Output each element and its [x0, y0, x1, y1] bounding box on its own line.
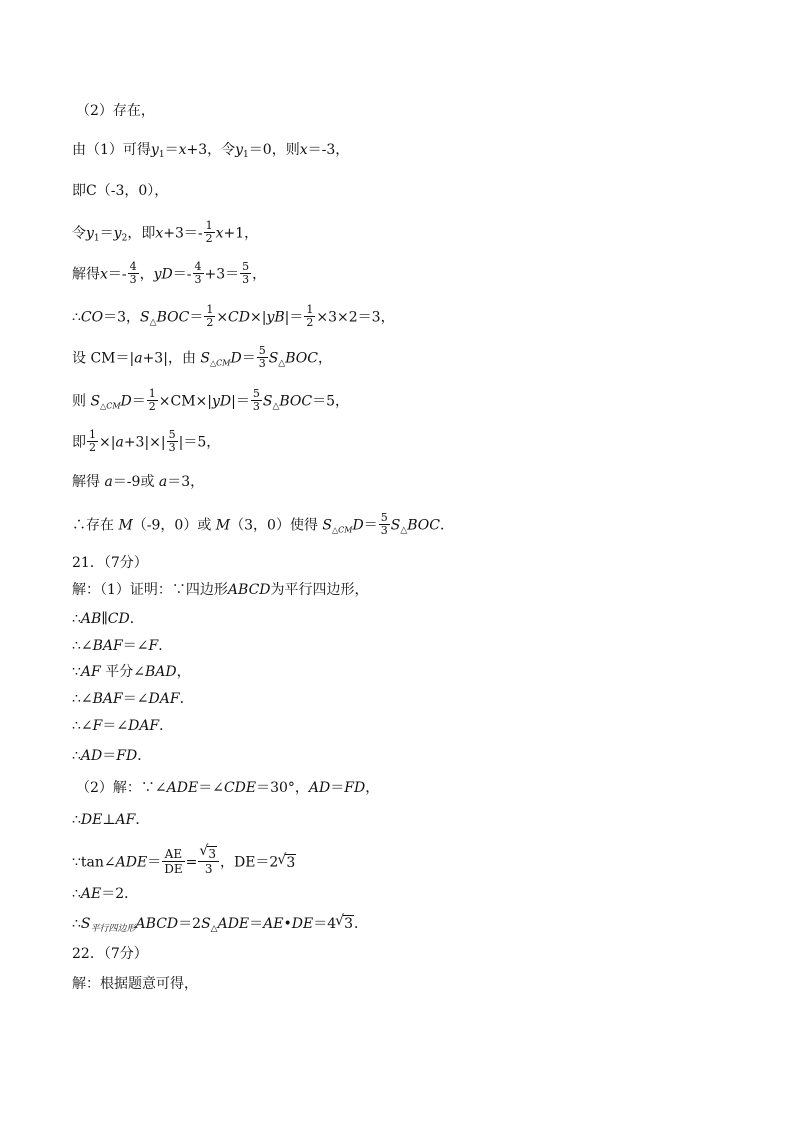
sub: △ [149, 317, 157, 328]
text: ． [129, 611, 144, 627]
var: BAF [92, 691, 123, 707]
q21-step [72, 636, 172, 656]
var: S [90, 393, 101, 410]
text: ， [365, 780, 380, 796]
var: D [120, 393, 132, 410]
var: ADE [115, 854, 148, 871]
fraction: $\frac{1}{2}$ [89, 428, 96, 454]
text: ＝ [225, 266, 240, 283]
text: ． [159, 718, 174, 734]
var: y [86, 225, 94, 242]
text: 令 [221, 142, 236, 158]
fraction: $\frac{5}{3}$ [258, 344, 266, 370]
text: ＝ [102, 748, 117, 764]
solution-line-equate: 令$y_1=y_2$，即x+3＝- $\frac{1}{2}$ x+1， [72, 219, 259, 245]
text: ∴ [72, 916, 81, 932]
var: CDE [223, 780, 257, 796]
var: AE [80, 886, 102, 902]
var: x [215, 225, 224, 242]
text: ． [179, 691, 194, 707]
var: S [390, 517, 401, 534]
sub: △ [272, 401, 280, 412]
text: ． [135, 812, 150, 828]
text: ＝ [164, 142, 179, 158]
text: 解得 [72, 266, 100, 283]
var: S [80, 916, 91, 932]
text: （2）存在， [76, 103, 155, 119]
solution-line-intercept: 由（1）可得$y_1=x+3$，令$y_1=0$，则x＝-3， [72, 142, 350, 160]
text: ＝4 [313, 916, 337, 932]
text: 使得 [289, 517, 318, 534]
text: ＝ [189, 309, 204, 326]
sub: 2 [121, 233, 128, 244]
var: S [201, 916, 211, 932]
text: 即 [141, 225, 156, 242]
text: ＝ [235, 393, 250, 410]
var: BOC [156, 309, 190, 326]
var: x [155, 225, 164, 242]
var: yD [211, 393, 232, 410]
fraction: $\frac{5}{3}$ [242, 260, 250, 286]
text: ＝30°， [256, 780, 309, 796]
text: ＝ [103, 309, 118, 326]
var: BAF [92, 638, 123, 654]
fraction: $\frac{5}{3}$ [252, 387, 260, 413]
solution-line-area-cmd: 则 $S_{\triangle CM}D=$ $\frac{1}{2}$ ×CM×|yD|＝ $\frac{5}{3}$ $S_\triangle BOC=5$， [72, 387, 350, 413]
text: ， [126, 309, 141, 326]
text: ＝ [312, 393, 327, 410]
text: ， [207, 142, 222, 158]
text: ＝2． [101, 886, 139, 902]
text: ， [127, 225, 142, 242]
var: AD [308, 780, 331, 796]
text: ＝2 [178, 916, 202, 932]
var: AE [263, 916, 284, 932]
fraction: $\frac{4}{3}$ [129, 260, 137, 286]
var: CD [228, 309, 250, 326]
var: S [322, 517, 333, 534]
text: 由 [181, 350, 196, 367]
fraction: $\frac{1}{2}$ [306, 303, 314, 329]
text: ． [158, 638, 173, 654]
text: ， [271, 142, 286, 158]
text: 21．（7分） [72, 555, 148, 571]
text: ＝ [172, 266, 187, 283]
sub: 平行四边形 [90, 924, 136, 934]
text: 则 [72, 393, 86, 410]
text: 或 [197, 517, 212, 534]
var: BAD [144, 664, 177, 680]
var: AB∥CD [80, 611, 130, 627]
text: ∴ [72, 812, 81, 828]
var: M [118, 517, 133, 534]
sub: 1 [93, 233, 100, 244]
var: DAF [148, 691, 180, 707]
q21-area-result [72, 914, 368, 934]
text: ∴ [72, 611, 81, 627]
text: ， [206, 434, 221, 451]
text: ＝ [115, 350, 130, 367]
text: ＝ [183, 434, 198, 451]
text: ＝ [147, 854, 162, 871]
text: ＝ [107, 266, 122, 283]
var: x [299, 142, 308, 158]
q21-step [72, 609, 144, 629]
text: ， [139, 266, 154, 283]
text: 设 [72, 350, 86, 367]
question-21-header [72, 553, 148, 573]
solution-line-conclusion: ∴存在 M（-9，0）或 M（3，0）使得 $S_{\triangle CM}D=$ $\frac{5}{3}$ $S_\triangle BOC$． [72, 511, 454, 537]
fraction: $\frac{5}{3}$ [168, 428, 176, 454]
fraction: √ $\frac{3}{3}$ [198, 847, 219, 876]
text: ∴ [72, 886, 81, 902]
text: ＝ [241, 350, 256, 367]
fraction: $\frac{1}{2}$ [206, 303, 214, 329]
text: ∴ [72, 748, 81, 764]
text: ＝∠ [198, 780, 224, 796]
text: ＝ [289, 309, 304, 326]
var: F [148, 638, 159, 654]
var: yD [153, 266, 173, 283]
q21-proof-start [72, 580, 369, 600]
var: F [92, 718, 103, 734]
text: ，DE＝2 [219, 854, 279, 871]
text: ． [354, 916, 369, 932]
text: ＝ [307, 142, 322, 158]
sub: △CM [209, 358, 231, 368]
var: ADE [166, 780, 199, 796]
text: ∴∠ [72, 718, 93, 734]
q21-step [72, 810, 149, 830]
var: BOC [285, 350, 318, 367]
text: 为平行四边形， [270, 582, 369, 598]
text: ， [167, 350, 182, 367]
text: ＝ [183, 225, 198, 242]
text: ＝∠ [122, 638, 149, 654]
text: ， [244, 225, 259, 242]
fraction: $\frac{AE}{DE}$ [164, 847, 183, 876]
var: S [268, 350, 279, 367]
var: BOC [279, 393, 313, 410]
text: 则 [285, 142, 300, 158]
fraction: $\frac{1}{2}$ [148, 387, 156, 413]
q21-step [72, 716, 173, 736]
var: a [134, 350, 143, 367]
text: ， [335, 393, 350, 410]
sub: △ [278, 358, 286, 369]
sub: △ [400, 525, 408, 536]
var: DAF [128, 718, 160, 734]
var: x [178, 142, 187, 158]
text: ∴∠ [72, 638, 93, 654]
text: ＝3， [167, 474, 205, 490]
q21-step [72, 662, 191, 682]
text: ＝∠ [122, 691, 149, 707]
text: ＝-9或 [112, 474, 155, 490]
text: ， [380, 309, 395, 326]
var: M [215, 517, 231, 534]
q21-step [72, 884, 138, 904]
solution-line-point-c [72, 181, 168, 201]
sub: 1 [243, 150, 249, 160]
sub: △ [210, 924, 218, 934]
var: yB [266, 309, 285, 326]
text: ， [176, 664, 191, 680]
text: ＝ [248, 142, 263, 158]
var: DE⊥AF [80, 812, 136, 828]
text: ∴存在 [72, 517, 114, 534]
text: （2）解：∵∠ [76, 780, 167, 796]
sub: △CM [100, 401, 121, 411]
text: ， [252, 266, 267, 283]
text: 平分∠ [105, 664, 145, 680]
var: ADE [217, 916, 250, 932]
sub: △CM [332, 525, 353, 535]
solution-line-abs-eq: 即 $\frac{1}{2}$ ×|a+3|×| $\frac{5}{3}$ |＝5， [72, 428, 221, 454]
var: S [140, 309, 150, 326]
var: y [150, 142, 159, 158]
text: 解：（1）证明：∵四边形 [72, 582, 228, 598]
sqrt-sign: √ 3 [278, 853, 296, 873]
var: DE [291, 916, 314, 932]
text: 令 [72, 225, 86, 242]
var: ABCD [227, 582, 271, 598]
var: S [200, 350, 210, 367]
text: ＝ [363, 517, 378, 534]
text: ＝∠ [102, 718, 129, 734]
sqrt-sign: √ 3 [336, 914, 354, 934]
fraction: $\frac{4}{3}$ [194, 260, 202, 286]
var: y [235, 142, 244, 158]
text: 由 [72, 142, 86, 158]
text: 解得 [72, 474, 100, 490]
text: • [283, 916, 292, 932]
text: （1） [86, 142, 123, 158]
q21-step [72, 746, 151, 766]
sqrt-sign: √ 3 [200, 847, 217, 861]
var: D [352, 517, 364, 534]
text: ∴∠ [72, 691, 93, 707]
text: 解：根据题意可得， [72, 976, 198, 992]
var: CO [80, 309, 104, 326]
var: a [115, 434, 124, 451]
var: S [262, 393, 273, 410]
text: ∵ [72, 664, 81, 680]
fraction: $\frac{5}{3}$ [380, 511, 388, 537]
solution-line-solve-a [72, 472, 204, 492]
fraction: $\frac{1}{2}$ [205, 219, 213, 245]
text: 可得 [122, 142, 151, 158]
text: ． [137, 748, 152, 764]
text: ， [317, 350, 332, 367]
text: ， [335, 142, 350, 158]
text: ＝ [330, 780, 345, 796]
solution-line-area-boc: ∴CO＝3，$S_\triangle BOC=$ $\frac{1}{2}$ ×CD×|yB|＝ $\frac{1}{2}$ ×3×2＝3， [72, 303, 395, 329]
solution-line-let-cm: 设 CM＝|a+3|，由 $S_{\triangle CM}D=$ $\frac{5}{3}$ $S_\triangle BOC$， [72, 344, 332, 370]
question-22-header [72, 944, 148, 964]
text: ＝ [249, 916, 264, 932]
text: 即 [72, 434, 86, 451]
q22-solution-start [72, 974, 198, 994]
solution-part2-header [76, 101, 155, 121]
text: ＝ [131, 393, 146, 410]
var: ABCD [135, 916, 179, 932]
var: x [100, 266, 108, 283]
var: D [230, 350, 242, 367]
solution-line-solve-x: 解得x＝- $\frac{4}{3}$ ，yD＝- $\frac{4}{3}$ +3＝ $\frac{5}{3}$ ， [72, 260, 267, 286]
var: BOC [407, 517, 440, 534]
var: a [104, 474, 113, 490]
var: y [113, 225, 122, 242]
var: FD [116, 748, 138, 764]
text: ∵tan∠ [72, 854, 116, 871]
sub: 1 [158, 150, 165, 160]
text: 22．（7分） [72, 946, 148, 962]
q21-tan-step: ∵tan∠ADE＝ $\frac{AE}{DE}$ = √ $\frac{3}{3}$ ，DE＝2√ 3 [72, 848, 296, 868]
text: 即C（-3，0）， [72, 183, 169, 199]
var: a [158, 474, 168, 490]
text: ＝ [357, 309, 372, 326]
text: ＝ [99, 225, 114, 242]
var: AF [80, 664, 101, 680]
q21-part2-start [76, 778, 379, 798]
q21-step [72, 689, 194, 709]
var: FD [344, 780, 366, 796]
var: AD [80, 748, 103, 764]
text: ． [439, 517, 454, 534]
